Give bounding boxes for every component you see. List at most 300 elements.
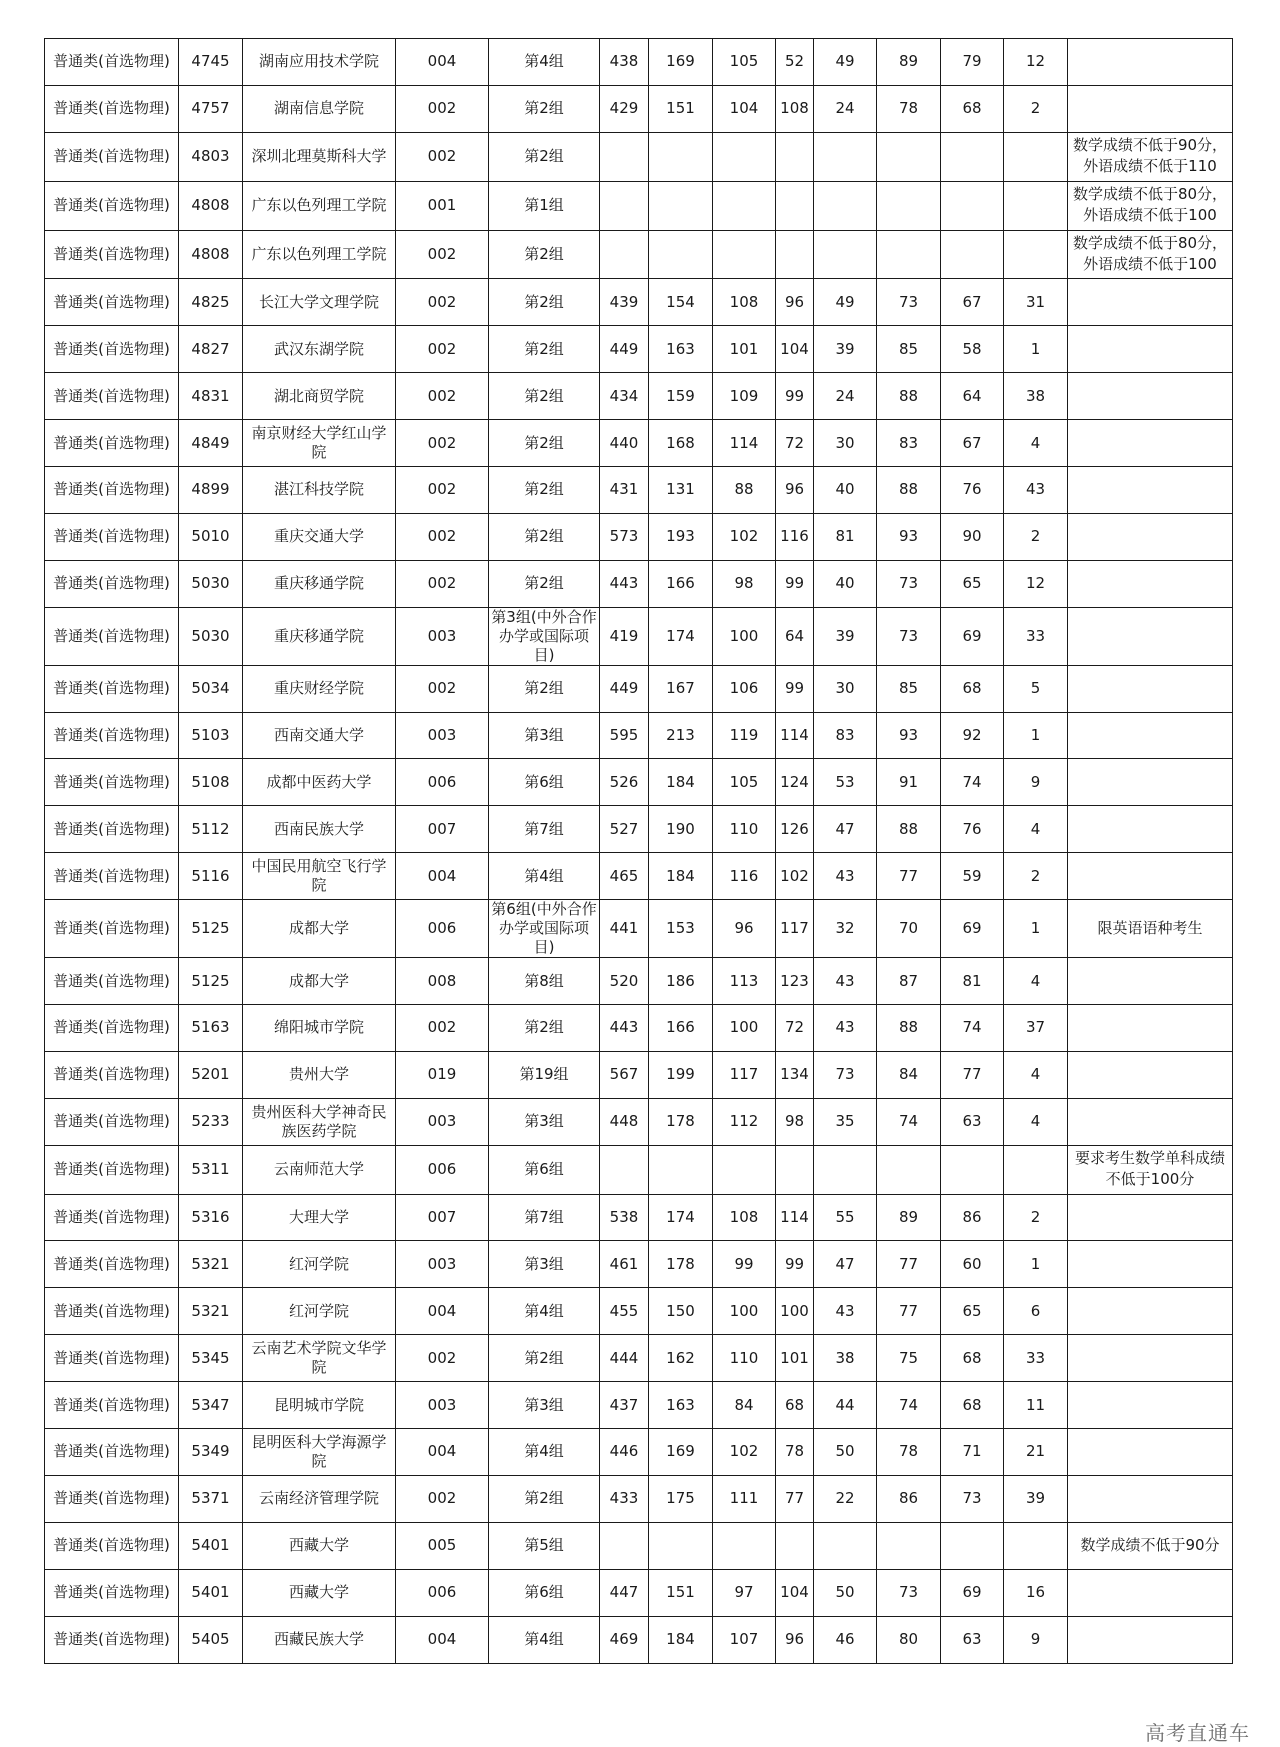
cell-remark bbox=[1068, 39, 1233, 86]
watermark: 高考直通车 bbox=[1145, 1721, 1250, 1745]
cell-score-d bbox=[814, 1522, 877, 1569]
cell-school-code: 5010 bbox=[179, 513, 243, 560]
cell-group-code: 002 bbox=[396, 665, 489, 712]
cell-category: 普通类(首选物理) bbox=[45, 1475, 179, 1522]
cell-group-code: 002 bbox=[396, 1475, 489, 1522]
cell-school-name: 绵阳城市学院 bbox=[243, 1005, 396, 1052]
cell-rank-count: 1 bbox=[1004, 326, 1068, 373]
cell-score-f: 68 bbox=[941, 1382, 1004, 1429]
cell-total-score: 439 bbox=[600, 279, 649, 326]
cell-score-c: 72 bbox=[776, 1005, 814, 1052]
cell-score-b: 114 bbox=[713, 420, 776, 467]
cell-group-code: 003 bbox=[396, 1241, 489, 1288]
cell-school-code: 5108 bbox=[179, 759, 243, 806]
cell-score-e: 84 bbox=[877, 1051, 941, 1098]
cell-score-f: 69 bbox=[941, 1569, 1004, 1616]
cell-score-c: 96 bbox=[776, 1616, 814, 1663]
cell-group-code: 003 bbox=[396, 1098, 489, 1145]
cell-category: 普通类(首选物理) bbox=[45, 420, 179, 467]
cell-score-b bbox=[713, 132, 776, 181]
cell-score-c: 123 bbox=[776, 958, 814, 1005]
cell-score-a: 162 bbox=[649, 1335, 713, 1382]
cell-category: 普通类(首选物理) bbox=[45, 1241, 179, 1288]
cell-remark bbox=[1068, 759, 1233, 806]
table-row bbox=[45, 665, 1233, 712]
cell-total-score: 595 bbox=[600, 712, 649, 759]
cell-remark bbox=[1068, 1335, 1233, 1382]
cell-score-f bbox=[941, 181, 1004, 230]
cell-school-name: 成都中医药大学 bbox=[243, 759, 396, 806]
cell-rank-count: 4 bbox=[1004, 958, 1068, 1005]
cell-score-b: 110 bbox=[713, 806, 776, 853]
cell-score-c bbox=[776, 1145, 814, 1194]
cell-score-c bbox=[776, 1522, 814, 1569]
cell-group-name: 第2组 bbox=[489, 1005, 600, 1052]
cell-school-code: 5345 bbox=[179, 1335, 243, 1382]
cell-total-score: 469 bbox=[600, 1616, 649, 1663]
cell-score-a: 213 bbox=[649, 712, 713, 759]
cell-group-name: 第7组 bbox=[489, 806, 600, 853]
cell-score-a: 154 bbox=[649, 279, 713, 326]
cell-score-d: 73 bbox=[814, 1051, 877, 1098]
cell-rank-count: 38 bbox=[1004, 373, 1068, 420]
cell-group-code: 003 bbox=[396, 607, 489, 665]
cell-remark bbox=[1068, 806, 1233, 853]
cell-group-name: 第5组 bbox=[489, 1522, 600, 1569]
table-body bbox=[45, 39, 1233, 1664]
cell-group-name: 第3组 bbox=[489, 1241, 600, 1288]
cell-score-a: 151 bbox=[649, 1569, 713, 1616]
cell-category: 普通类(首选物理) bbox=[45, 607, 179, 665]
cell-school-code: 4803 bbox=[179, 132, 243, 181]
cell-score-d: 43 bbox=[814, 1288, 877, 1335]
cell-score-f: 86 bbox=[941, 1194, 1004, 1241]
cell-total-score: 419 bbox=[600, 607, 649, 665]
cell-score-d: 38 bbox=[814, 1335, 877, 1382]
cell-score-b: 109 bbox=[713, 373, 776, 420]
cell-rank-count: 39 bbox=[1004, 1475, 1068, 1522]
cell-score-c: 114 bbox=[776, 1194, 814, 1241]
cell-score-e: 86 bbox=[877, 1475, 941, 1522]
cell-score-c: 101 bbox=[776, 1335, 814, 1382]
cell-rank-count: 21 bbox=[1004, 1429, 1068, 1476]
cell-rank-count: 43 bbox=[1004, 467, 1068, 514]
table-row bbox=[45, 513, 1233, 560]
cell-category: 普通类(首选物理) bbox=[45, 467, 179, 514]
cell-group-name: 第2组 bbox=[489, 132, 600, 181]
cell-category: 普通类(首选物理) bbox=[45, 1145, 179, 1194]
cell-score-c: 78 bbox=[776, 1429, 814, 1476]
cell-score-e: 88 bbox=[877, 806, 941, 853]
cell-score-e: 74 bbox=[877, 1382, 941, 1429]
cell-score-f: 71 bbox=[941, 1429, 1004, 1476]
cell-category: 普通类(首选物理) bbox=[45, 1616, 179, 1663]
cell-school-name: 红河学院 bbox=[243, 1288, 396, 1335]
cell-score-f: 81 bbox=[941, 958, 1004, 1005]
table-row bbox=[45, 373, 1233, 420]
cell-score-e: 85 bbox=[877, 326, 941, 373]
cell-school-name: 南京财经大学红山学院 bbox=[243, 420, 396, 467]
cell-score-c: 126 bbox=[776, 806, 814, 853]
cell-school-name: 贵州医科大学神奇民族医药学院 bbox=[243, 1098, 396, 1145]
cell-score-d bbox=[814, 181, 877, 230]
table-row bbox=[45, 1005, 1233, 1052]
cell-score-d: 43 bbox=[814, 1005, 877, 1052]
cell-rank-count: 6 bbox=[1004, 1288, 1068, 1335]
cell-group-code: 003 bbox=[396, 712, 489, 759]
cell-total-score: 520 bbox=[600, 958, 649, 1005]
cell-total-score: 431 bbox=[600, 467, 649, 514]
cell-score-c: 104 bbox=[776, 326, 814, 373]
cell-total-score bbox=[600, 132, 649, 181]
cell-rank-count: 37 bbox=[1004, 1005, 1068, 1052]
cell-rank-count: 5 bbox=[1004, 665, 1068, 712]
cell-remark bbox=[1068, 230, 1233, 279]
cell-score-c: 114 bbox=[776, 712, 814, 759]
cell-rank-count bbox=[1004, 1145, 1068, 1194]
cell-total-score bbox=[600, 181, 649, 230]
table-row bbox=[45, 1616, 1233, 1663]
cell-remark bbox=[1068, 467, 1233, 514]
cell-score-f: 59 bbox=[941, 853, 1004, 900]
table-row bbox=[45, 1194, 1233, 1241]
cell-score-b bbox=[713, 1522, 776, 1569]
cell-score-f: 74 bbox=[941, 759, 1004, 806]
cell-score-d: 44 bbox=[814, 1382, 877, 1429]
cell-score-c bbox=[776, 230, 814, 279]
cell-total-score: 446 bbox=[600, 1429, 649, 1476]
cell-score-d: 50 bbox=[814, 1429, 877, 1476]
cell-score-f: 69 bbox=[941, 607, 1004, 665]
cell-score-d: 50 bbox=[814, 1569, 877, 1616]
remark-text: 限英语语种考生 bbox=[1097, 919, 1203, 938]
cell-group-name: 第2组 bbox=[489, 513, 600, 560]
cell-score-f: 77 bbox=[941, 1051, 1004, 1098]
cell-score-e bbox=[877, 132, 941, 181]
cell-remark bbox=[1068, 712, 1233, 759]
cell-score-a: 184 bbox=[649, 1616, 713, 1663]
cell-group-code: 005 bbox=[396, 1522, 489, 1569]
cell-score-e: 70 bbox=[877, 900, 941, 958]
cell-school-name: 云南艺术学院文华学院 bbox=[243, 1335, 396, 1382]
admission-score-table bbox=[44, 38, 1233, 1664]
cell-remark bbox=[1068, 900, 1233, 958]
table-row bbox=[45, 712, 1233, 759]
cell-remark bbox=[1068, 607, 1233, 665]
cell-school-name: 广东以色列理工学院 bbox=[243, 181, 396, 230]
cell-school-code: 5371 bbox=[179, 1475, 243, 1522]
cell-total-score: 449 bbox=[600, 665, 649, 712]
cell-score-e bbox=[877, 1145, 941, 1194]
cell-score-e: 89 bbox=[877, 39, 941, 86]
cell-score-e: 80 bbox=[877, 1616, 941, 1663]
cell-group-name: 第2组 bbox=[489, 230, 600, 279]
cell-score-b: 100 bbox=[713, 607, 776, 665]
remark-text: 数学成绩不低于90分，外语成绩不低于110 bbox=[1072, 135, 1228, 175]
cell-rank-count: 11 bbox=[1004, 1382, 1068, 1429]
cell-remark bbox=[1068, 373, 1233, 420]
cell-score-d: 81 bbox=[814, 513, 877, 560]
cell-group-name: 第3组(中外合作办学或国际项目) bbox=[489, 607, 600, 665]
cell-remark bbox=[1068, 1522, 1233, 1569]
cell-score-e bbox=[877, 230, 941, 279]
cell-group-name: 第1组 bbox=[489, 181, 600, 230]
cell-total-score: 573 bbox=[600, 513, 649, 560]
cell-score-a: 186 bbox=[649, 958, 713, 1005]
cell-remark bbox=[1068, 958, 1233, 1005]
remark-text: 要求考生数学单科成绩不低于100分 bbox=[1074, 1148, 1225, 1188]
cell-score-f: 92 bbox=[941, 712, 1004, 759]
cell-total-score: 433 bbox=[600, 1475, 649, 1522]
cell-score-e: 77 bbox=[877, 1288, 941, 1335]
cell-category: 普通类(首选物理) bbox=[45, 1098, 179, 1145]
cell-group-name: 第2组 bbox=[489, 85, 600, 132]
table-row bbox=[45, 958, 1233, 1005]
cell-score-f: 76 bbox=[941, 806, 1004, 853]
cell-total-score: 461 bbox=[600, 1241, 649, 1288]
cell-score-d: 40 bbox=[814, 560, 877, 607]
cell-score-b: 107 bbox=[713, 1616, 776, 1663]
cell-group-code: 002 bbox=[396, 1005, 489, 1052]
cell-score-b: 108 bbox=[713, 279, 776, 326]
cell-category: 普通类(首选物理) bbox=[45, 1429, 179, 1476]
cell-score-a bbox=[649, 1145, 713, 1194]
cell-school-code: 5034 bbox=[179, 665, 243, 712]
cell-rank-count bbox=[1004, 1522, 1068, 1569]
cell-group-code: 002 bbox=[396, 373, 489, 420]
cell-rank-count: 1 bbox=[1004, 712, 1068, 759]
table-row bbox=[45, 1241, 1233, 1288]
cell-score-b: 110 bbox=[713, 1335, 776, 1382]
cell-group-code: 002 bbox=[396, 132, 489, 181]
cell-score-c: 98 bbox=[776, 1098, 814, 1145]
cell-remark bbox=[1068, 1288, 1233, 1335]
cell-score-a: 190 bbox=[649, 806, 713, 853]
cell-score-a: 166 bbox=[649, 560, 713, 607]
cell-category: 普通类(首选物理) bbox=[45, 1382, 179, 1429]
cell-score-e: 91 bbox=[877, 759, 941, 806]
cell-total-score: 440 bbox=[600, 420, 649, 467]
cell-rank-count: 9 bbox=[1004, 759, 1068, 806]
cell-group-name: 第6组 bbox=[489, 759, 600, 806]
cell-school-code: 5405 bbox=[179, 1616, 243, 1663]
table-row bbox=[45, 279, 1233, 326]
cell-score-f: 58 bbox=[941, 326, 1004, 373]
cell-category: 普通类(首选物理) bbox=[45, 759, 179, 806]
cell-school-code: 5030 bbox=[179, 560, 243, 607]
cell-school-name: 重庆移通学院 bbox=[243, 560, 396, 607]
cell-school-name: 重庆交通大学 bbox=[243, 513, 396, 560]
cell-school-code: 5311 bbox=[179, 1145, 243, 1194]
cell-group-code: 007 bbox=[396, 806, 489, 853]
cell-score-a: 184 bbox=[649, 759, 713, 806]
cell-score-a: 167 bbox=[649, 665, 713, 712]
cell-rank-count: 33 bbox=[1004, 607, 1068, 665]
cell-score-e bbox=[877, 1522, 941, 1569]
cell-school-name: 成都大学 bbox=[243, 958, 396, 1005]
cell-remark bbox=[1068, 85, 1233, 132]
cell-school-name: 云南师范大学 bbox=[243, 1145, 396, 1194]
cell-rank-count: 9 bbox=[1004, 1616, 1068, 1663]
cell-school-code: 4745 bbox=[179, 39, 243, 86]
cell-score-f: 74 bbox=[941, 1005, 1004, 1052]
cell-total-score: 441 bbox=[600, 900, 649, 958]
cell-total-score: 444 bbox=[600, 1335, 649, 1382]
cell-score-c: 72 bbox=[776, 420, 814, 467]
cell-school-name: 湖北商贸学院 bbox=[243, 373, 396, 420]
cell-school-name: 武汉东湖学院 bbox=[243, 326, 396, 373]
cell-total-score: 465 bbox=[600, 853, 649, 900]
cell-school-name: 湛江科技学院 bbox=[243, 467, 396, 514]
cell-remark bbox=[1068, 420, 1233, 467]
cell-score-a: 153 bbox=[649, 900, 713, 958]
cell-total-score: 443 bbox=[600, 1005, 649, 1052]
cell-score-d: 22 bbox=[814, 1475, 877, 1522]
cell-school-name: 长江大学文理学院 bbox=[243, 279, 396, 326]
cell-remark bbox=[1068, 132, 1233, 181]
cell-remark bbox=[1068, 1569, 1233, 1616]
table-row bbox=[45, 1051, 1233, 1098]
cell-category: 普通类(首选物理) bbox=[45, 85, 179, 132]
cell-score-c: 68 bbox=[776, 1382, 814, 1429]
cell-remark bbox=[1068, 513, 1233, 560]
cell-rank-count: 33 bbox=[1004, 1335, 1068, 1382]
cell-score-a: 169 bbox=[649, 39, 713, 86]
cell-school-code: 5103 bbox=[179, 712, 243, 759]
cell-score-f: 65 bbox=[941, 560, 1004, 607]
cell-category: 普通类(首选物理) bbox=[45, 1335, 179, 1382]
cell-remark bbox=[1068, 181, 1233, 230]
cell-score-c: 108 bbox=[776, 85, 814, 132]
cell-score-b: 105 bbox=[713, 39, 776, 86]
cell-group-name: 第2组 bbox=[489, 560, 600, 607]
cell-group-code: 004 bbox=[396, 1616, 489, 1663]
cell-score-f: 69 bbox=[941, 900, 1004, 958]
cell-school-code: 4825 bbox=[179, 279, 243, 326]
cell-category: 普通类(首选物理) bbox=[45, 806, 179, 853]
cell-score-e: 83 bbox=[877, 420, 941, 467]
cell-total-score: 449 bbox=[600, 326, 649, 373]
cell-group-code: 006 bbox=[396, 900, 489, 958]
cell-group-name: 第3组 bbox=[489, 1098, 600, 1145]
cell-score-e: 89 bbox=[877, 1194, 941, 1241]
cell-school-name: 深圳北理莫斯科大学 bbox=[243, 132, 396, 181]
table-row bbox=[45, 39, 1233, 86]
table-row bbox=[45, 420, 1233, 467]
cell-score-c: 102 bbox=[776, 853, 814, 900]
cell-score-a: 199 bbox=[649, 1051, 713, 1098]
cell-total-score: 526 bbox=[600, 759, 649, 806]
cell-rank-count: 2 bbox=[1004, 513, 1068, 560]
cell-total-score: 567 bbox=[600, 1051, 649, 1098]
cell-score-f: 63 bbox=[941, 1098, 1004, 1145]
cell-score-b: 100 bbox=[713, 1288, 776, 1335]
cell-school-name: 大理大学 bbox=[243, 1194, 396, 1241]
cell-school-code: 5401 bbox=[179, 1569, 243, 1616]
cell-category: 普通类(首选物理) bbox=[45, 279, 179, 326]
cell-total-score bbox=[600, 230, 649, 279]
cell-school-code: 5125 bbox=[179, 958, 243, 1005]
cell-score-d: 39 bbox=[814, 607, 877, 665]
cell-category: 普通类(首选物理) bbox=[45, 181, 179, 230]
cell-remark bbox=[1068, 1429, 1233, 1476]
cell-group-name: 第6组(中外合作办学或国际项目) bbox=[489, 900, 600, 958]
cell-score-a: 163 bbox=[649, 326, 713, 373]
cell-category: 普通类(首选物理) bbox=[45, 230, 179, 279]
cell-score-f: 79 bbox=[941, 39, 1004, 86]
cell-score-f: 68 bbox=[941, 85, 1004, 132]
cell-school-name: 西藏大学 bbox=[243, 1522, 396, 1569]
table-row bbox=[45, 900, 1233, 958]
cell-rank-count: 12 bbox=[1004, 560, 1068, 607]
cell-school-code: 5321 bbox=[179, 1288, 243, 1335]
cell-school-name: 西藏民族大学 bbox=[243, 1616, 396, 1663]
cell-score-d: 32 bbox=[814, 900, 877, 958]
cell-score-d: 39 bbox=[814, 326, 877, 373]
cell-rank-count: 2 bbox=[1004, 1194, 1068, 1241]
remark-text: 数学成绩不低于80分，外语成绩不低于100 bbox=[1072, 233, 1228, 273]
cell-group-name: 第6组 bbox=[489, 1145, 600, 1194]
cell-school-code: 4827 bbox=[179, 326, 243, 373]
cell-score-e: 73 bbox=[877, 1569, 941, 1616]
cell-rank-count: 4 bbox=[1004, 806, 1068, 853]
cell-rank-count: 4 bbox=[1004, 1051, 1068, 1098]
cell-remark bbox=[1068, 1382, 1233, 1429]
cell-school-code: 5401 bbox=[179, 1522, 243, 1569]
cell-group-name: 第2组 bbox=[489, 420, 600, 467]
cell-score-b bbox=[713, 1145, 776, 1194]
cell-score-e: 73 bbox=[877, 607, 941, 665]
table-row bbox=[45, 326, 1233, 373]
cell-score-f: 73 bbox=[941, 1475, 1004, 1522]
cell-score-f: 90 bbox=[941, 513, 1004, 560]
remark-text: 数学成绩不低于90分 bbox=[1080, 1536, 1220, 1555]
cell-score-e: 73 bbox=[877, 279, 941, 326]
cell-score-f: 67 bbox=[941, 420, 1004, 467]
cell-score-a bbox=[649, 181, 713, 230]
cell-group-code: 001 bbox=[396, 181, 489, 230]
cell-group-code: 003 bbox=[396, 1382, 489, 1429]
cell-school-code: 5321 bbox=[179, 1241, 243, 1288]
cell-school-name: 湖南应用技术学院 bbox=[243, 39, 396, 86]
cell-school-code: 5163 bbox=[179, 1005, 243, 1052]
cell-remark bbox=[1068, 1475, 1233, 1522]
cell-score-b: 108 bbox=[713, 1194, 776, 1241]
cell-score-c: 99 bbox=[776, 373, 814, 420]
table-row bbox=[45, 1569, 1233, 1616]
cell-remark bbox=[1068, 1194, 1233, 1241]
cell-group-name: 第3组 bbox=[489, 1382, 600, 1429]
cell-school-code: 5316 bbox=[179, 1194, 243, 1241]
cell-category: 普通类(首选物理) bbox=[45, 958, 179, 1005]
cell-score-f: 63 bbox=[941, 1616, 1004, 1663]
cell-score-d: 40 bbox=[814, 467, 877, 514]
cell-remark bbox=[1068, 1616, 1233, 1663]
cell-score-c: 77 bbox=[776, 1475, 814, 1522]
cell-score-d: 49 bbox=[814, 279, 877, 326]
cell-school-code: 5233 bbox=[179, 1098, 243, 1145]
cell-score-a: 178 bbox=[649, 1241, 713, 1288]
cell-group-name: 第2组 bbox=[489, 665, 600, 712]
cell-score-d: 43 bbox=[814, 958, 877, 1005]
cell-group-code: 002 bbox=[396, 230, 489, 279]
cell-school-code: 4757 bbox=[179, 85, 243, 132]
table-row bbox=[45, 1522, 1233, 1569]
cell-group-name: 第2组 bbox=[489, 1335, 600, 1382]
cell-group-name: 第8组 bbox=[489, 958, 600, 1005]
cell-score-a: 169 bbox=[649, 1429, 713, 1476]
cell-score-f: 64 bbox=[941, 373, 1004, 420]
